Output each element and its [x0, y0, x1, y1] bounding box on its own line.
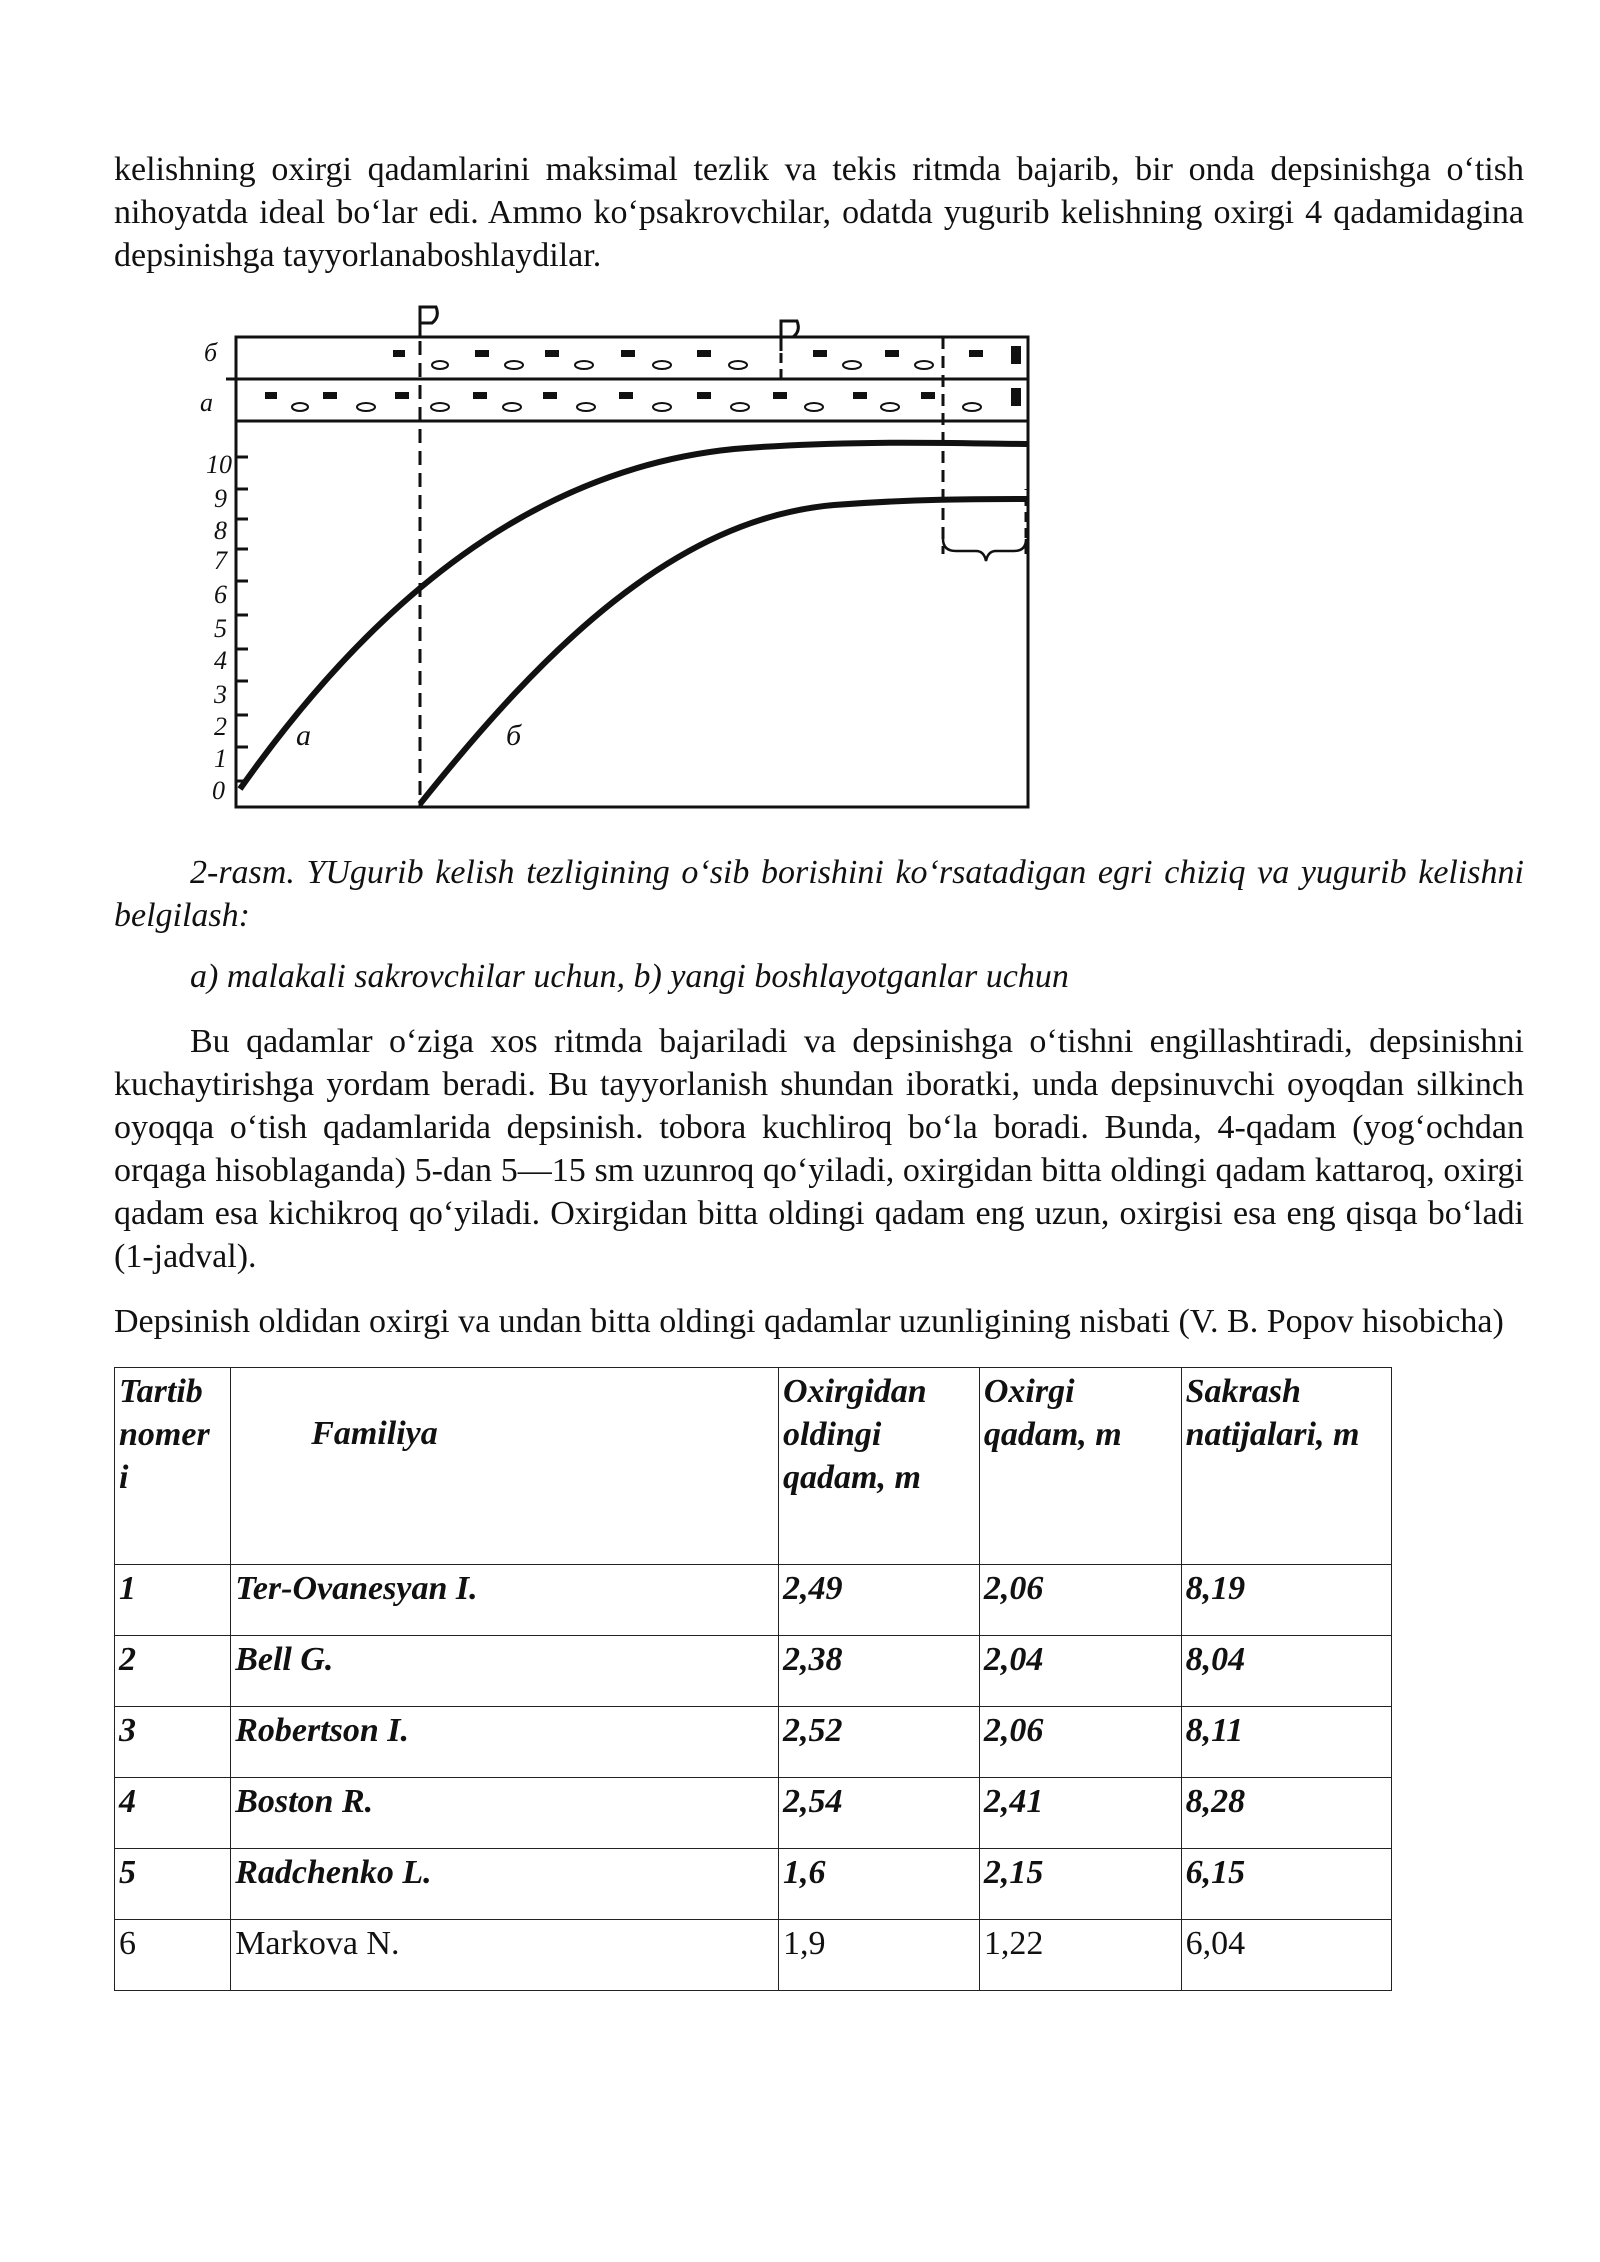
cell-last-step: 2,15 [979, 1849, 1181, 1920]
body-paragraph: Bu qadamlar o‘ziga xos ritmda bajariladi va depsinishga o‘tishni engillashtiradi, depsinishni kuchaytirishga yordam beradi. Bu tayyorlanish shundan iboratki, unda depsinuvchi oyoqdan silkinch oyoqqa o‘tish qadamlarida depsinish. tobora kuchliroq bo‘la boradi. Bunda, 4-qadam (yog‘ochdan orqaga hisoblaganda) 5-dan 5—15 sm uzunroq qo‘yiladi, oxirgidan bitta oldingi qadam kattaroq, oxirgi qadam esa kichikroq qo‘yiladi. Oxirgidan bitta oldingi qadam eng uzun, oxirgisi esa eng qisqa bo‘ladi (1-jadval). [114, 1023, 1524, 1275]
header-penultimate-step: Oxirgidan oldingi qadam, m [779, 1368, 980, 1565]
y-tick-5: 5 [214, 614, 227, 643]
table-header-row [115, 1368, 1392, 1565]
table-row [115, 1565, 1392, 1636]
cell-number: 6 [115, 1920, 231, 1991]
cell-surname: Robertson I. [231, 1707, 779, 1778]
figure-frame [236, 337, 1028, 807]
figure-caption-sub: a) malakali sakrovchilar uchun, b) yangi boshlayotganlar uchun [190, 958, 1069, 995]
cell-last-step: 1,22 [979, 1920, 1181, 1991]
figure-caption: 2-rasm. YUgurib kelish tezligining o‘sib borishini ko‘rsatadigan egri chiziq va yugurib kelishni belgilash: [114, 854, 1524, 934]
steps-table [114, 1367, 1392, 1991]
bracket [943, 539, 1026, 561]
cell-last-step: 2,04 [979, 1636, 1181, 1707]
cell-number: 3 [115, 1707, 231, 1778]
cell-jump-result: 8,11 [1181, 1707, 1391, 1778]
y-tick-6: 6 [214, 580, 227, 609]
speed-curve-figure [114, 299, 1524, 829]
cell-penultimate-step: 1,6 [779, 1849, 980, 1920]
y-tick-10: 10 [206, 450, 232, 479]
table-row [115, 1849, 1392, 1920]
cell-jump-result: 8,04 [1181, 1636, 1391, 1707]
row-label-b: б [204, 338, 218, 367]
curve-label-b: б [506, 719, 522, 752]
curve-b [420, 499, 1028, 804]
cell-surname: Markova N. [231, 1920, 779, 1991]
y-tick-2: 2 [214, 712, 227, 741]
cell-penultimate-step: 2,38 [779, 1636, 980, 1707]
intro-paragraph: kelishning oxirgi qadamlarini maksimal tezlik va tekis ritmda bajarib, bir onda depsinishga o‘tish nihoyatda ideal bo‘lar edi. Ammo ko‘psakrovchilar, odatda yugurib kelishning oxirgi 4 qadamidagina depsinishga tayyorlanaboshlaydilar. [114, 151, 1524, 274]
y-tick-7: 7 [214, 546, 227, 575]
y-tick-8: 8 [214, 516, 227, 545]
flag-icon-a [420, 307, 437, 337]
cell-number: 5 [115, 1849, 231, 1920]
cell-last-step: 2,41 [979, 1778, 1181, 1849]
cell-surname: Bell G. [231, 1636, 779, 1707]
cell-surname: Ter-Ovanesyan I. [231, 1565, 779, 1636]
y-tick-4: 4 [214, 646, 227, 675]
header-last-step: Oxirgi qadam, m [979, 1368, 1181, 1565]
flag-icon-b [781, 321, 798, 351]
y-tick-3: 3 [214, 680, 227, 709]
table-row [115, 1920, 1392, 1991]
table-row [115, 1636, 1392, 1707]
cell-penultimate-step: 2,49 [779, 1565, 980, 1636]
curve-a [240, 443, 1028, 789]
header-number: Tartib nomer i [115, 1368, 231, 1565]
table-row [115, 1778, 1392, 1849]
header-surname: Familiya [231, 1368, 779, 1565]
document-page [114, 148, 1524, 1991]
table-intro-paragraph: Depsinish oldidan oxirgi va undan bitta oldingi qadamlar uzunligining nisbati (V. B. Popov hisobicha) [114, 1303, 1504, 1340]
cell-surname: Boston R. [231, 1778, 779, 1849]
y-tick-9: 9 [214, 484, 227, 513]
cell-last-step: 2,06 [979, 1565, 1181, 1636]
cell-jump-result: 6,04 [1181, 1920, 1391, 1991]
y-tick-1: 1 [214, 744, 227, 773]
cell-surname: Radchenko L. [231, 1849, 779, 1920]
header-jump-result: Sakrash natijalari, m [1181, 1368, 1391, 1565]
cell-jump-result: 6,15 [1181, 1849, 1391, 1920]
row-label-a: а [200, 388, 213, 417]
cell-jump-result: 8,19 [1181, 1565, 1391, 1636]
cell-last-step: 2,06 [979, 1707, 1181, 1778]
cell-jump-result: 8,28 [1181, 1778, 1391, 1849]
cell-number: 2 [115, 1636, 231, 1707]
cell-number: 4 [115, 1778, 231, 1849]
cell-penultimate-step: 2,54 [779, 1778, 980, 1849]
y-tick-0: 0 [212, 776, 225, 805]
cell-number: 1 [115, 1565, 231, 1636]
curve-label-a: а [296, 719, 311, 752]
cell-penultimate-step: 1,9 [779, 1920, 980, 1991]
table-row [115, 1707, 1392, 1778]
cell-penultimate-step: 2,52 [779, 1707, 980, 1778]
figure-drawing [114, 299, 1524, 829]
